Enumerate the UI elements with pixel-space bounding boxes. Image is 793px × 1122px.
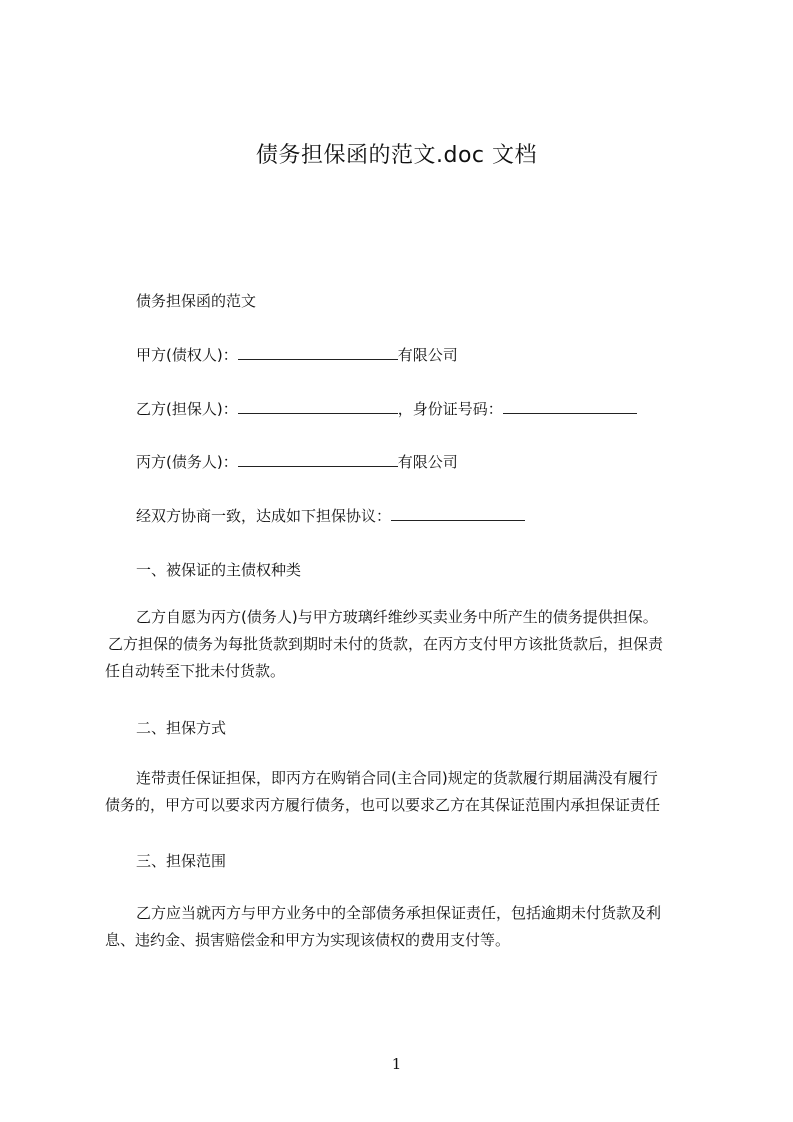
- section1-heading: 一、被保证的主债权种类: [136, 561, 302, 579]
- document-subtitle: 债务担保函的范文: [136, 292, 257, 310]
- party-b-name-blank[interactable]: [238, 399, 398, 414]
- section3-body: [105, 900, 705, 954]
- section2-line: 债务的，甲方可以要求丙方履行债务，也可以要求乙方在其保证范围内承担保证责任: [105, 796, 661, 814]
- party-a-suffix: 有限公司: [397, 346, 458, 364]
- agreement-intro-line: [136, 506, 525, 526]
- section2-body: [105, 765, 705, 819]
- section1-line: 乙方担保的债务为每批货款到期时未付的货款，在丙方支付甲方该批货款后，担保责: [108, 635, 664, 653]
- section2-heading: 二、担保方式: [136, 719, 227, 737]
- section3-heading: 三、担保范围: [136, 852, 227, 870]
- party-b-id-label: ，身份证号码：: [397, 400, 503, 418]
- document-title: 债务担保函的范文.doc 文档: [255, 143, 537, 168]
- section1-line: 任自动转至下批未付货款。: [105, 662, 286, 680]
- section1-line: 乙方自愿为丙方(债务人)与甲方玻璃纤维纱买卖业务中所产生的债务提供担保。: [136, 608, 658, 626]
- section1-body: [105, 604, 705, 685]
- agreement-intro: 经双方协商一致，达成如下担保协议：: [136, 507, 392, 525]
- party-a-label: 甲方(债权人)：: [136, 346, 238, 364]
- party-b-id-blank[interactable]: [503, 399, 637, 414]
- agreement-blank[interactable]: [391, 506, 525, 521]
- section2-line: 连带责任保证担保，即丙方在购销合同(主合同)规定的货款履行期届满没有履行: [136, 769, 658, 787]
- party-c-label: 丙方(债务人)：: [136, 453, 238, 471]
- party-b-label: 乙方(担保人)：: [136, 400, 238, 418]
- page-number: 1: [391, 1055, 402, 1073]
- party-a-line: [136, 345, 458, 365]
- party-a-name-blank[interactable]: [238, 345, 398, 360]
- party-c-suffix: 有限公司: [397, 453, 458, 471]
- section3-line: 乙方应当就丙方与甲方业务中的全部债务承担保证责任，包括逾期未付货款及利: [136, 904, 662, 922]
- section3-line: 息、违约金、损害赔偿金和甲方为实现该债权的费用支付等。: [105, 931, 511, 949]
- party-c-line: [136, 452, 458, 472]
- party-c-name-blank[interactable]: [238, 452, 398, 467]
- party-b-line: [136, 399, 637, 419]
